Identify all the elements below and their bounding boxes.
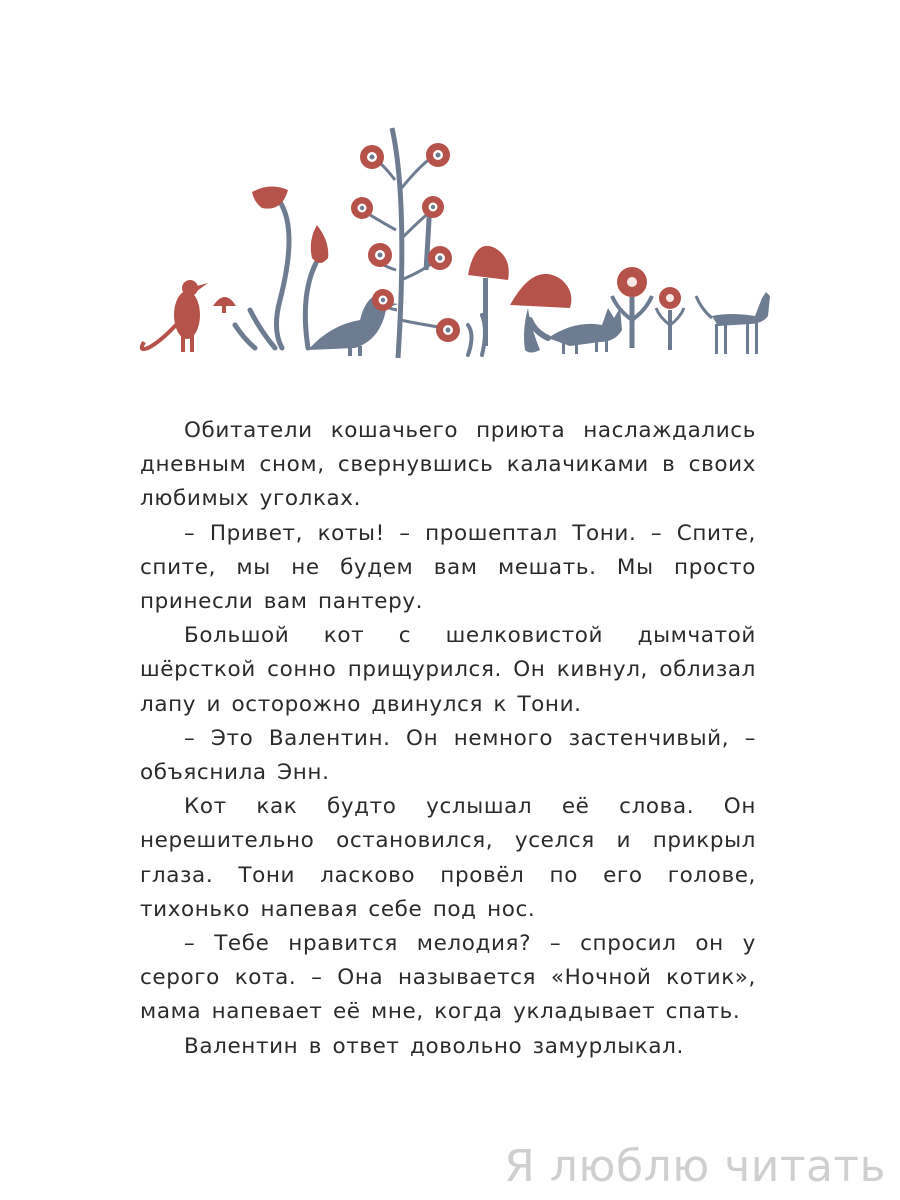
paragraph-1: Обитатели кошачьего приюта наслаждались дневным сном, свернувшись калачиками в своих любимых уголках. — [140, 418, 756, 512]
stems-icon — [235, 202, 316, 348]
small-mushroom-icon — [213, 297, 236, 313]
paragraph-6: – Тебе нравится мелодия? – спросил он у серого кота. – Она называется «Ночной котик», мама напевает её мне, когда укладывает спать. — [140, 931, 756, 1025]
fox-icon — [530, 308, 622, 354]
paragraph-7: Валентин в ответ довольно замурлыкал. — [184, 1033, 684, 1059]
dog-icon — [696, 292, 770, 354]
paragraph-5: Кот как будто услышал её слова. Он нерешительно остановился, уселся и прикрыл глаза. Тони ласково провёл по его голове, тихонько напевая себе под нос. — [140, 794, 756, 922]
bird-icon — [142, 280, 208, 352]
paragraph-4: – Это Валентин. Он немного застенчивый, – объяснила Энн. — [140, 725, 756, 786]
flower-icon — [612, 267, 652, 348]
small-flower-icon — [656, 287, 684, 350]
watermark: Я люблю читать — [504, 1141, 886, 1192]
story-text — [140, 414, 756, 1064]
decorative-illustration — [130, 120, 770, 360]
paragraph-2: – Привет, коты! – прошептал Тони. – Спите, спите, мы не будем вам мешать. Мы просто принесли вам пантеру. — [140, 520, 756, 615]
small-stems-icon — [468, 315, 485, 355]
paragraph-3: Большой кот с шелковистой дымчатой шёрсткой сонно прищурился. Он кивнул, облизал лапу и осторожно двинулся к Тони. — [140, 623, 756, 717]
